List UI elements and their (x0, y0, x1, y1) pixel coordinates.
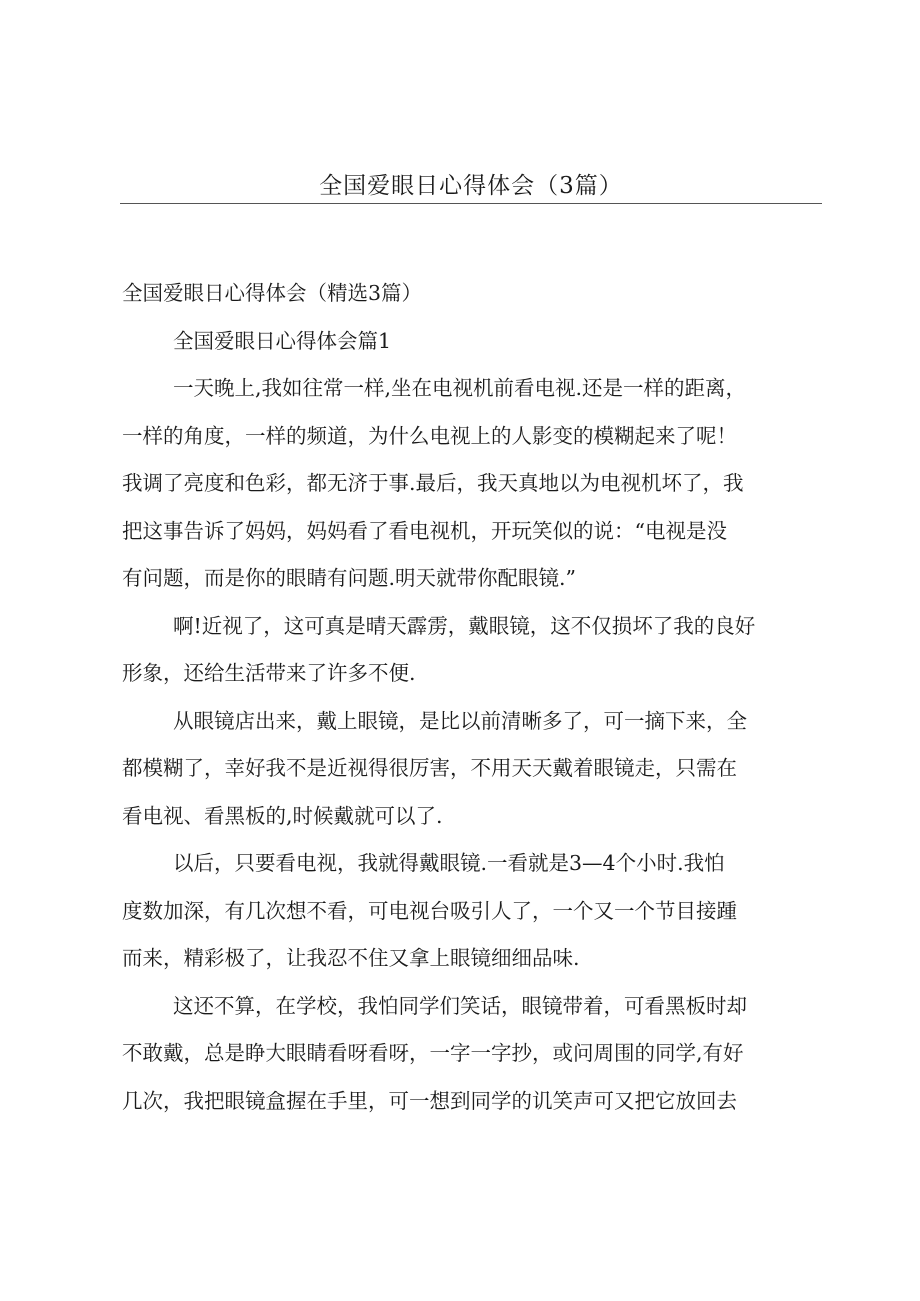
paragraph-line: 几次，我把眼镜盒握在手里，可一想到同学的讥笑声可又把它放回去 (122, 1088, 737, 1113)
paragraph-line: 都模糊了，幸好我不是近视得很厉害，不用天天戴着眼镜走，只需在 (122, 756, 737, 780)
paragraph-line: 看电视、看黑板的,时候戴就可以了. (122, 803, 443, 828)
paragraph-line: 形象，还给生活带来了许多不便. (122, 661, 416, 685)
paragraph-line: 从眼镜店出来，戴上眼镜，是比以前清晰多了，可一摘下来，全 (173, 708, 747, 733)
paragraph-line: 这还不算，在学校，我怕同学们笑话，眼镜带着，可看黑板时却 (173, 993, 747, 1018)
section-heading: 全国爱眼日心得体会篇1 (173, 328, 392, 353)
paragraph-line: 而来，精彩极了，让我忍不住又拿上眼镜细细品味. (122, 946, 580, 970)
paragraph-line: 我调了亮度和色彩，都无济于事.最后，我天真地以为电视机坏了，我 (122, 471, 744, 495)
document-title: 全国爱眼日心得体会（3篇） (319, 173, 623, 199)
title-underline (120, 203, 822, 204)
paragraph-line: 把这事告诉了妈妈，妈妈看了看电视机，开玩笑似的说：“电视是没 (122, 518, 727, 543)
paragraph-line: 一样的角度，一样的频道，为什么电视上的人影变的模糊起来了呢！ (122, 423, 737, 448)
paragraph-line: 啊!近视了，这可真是晴天霹雳，戴眼镜，这不仅损坏了我的良好 (173, 613, 756, 638)
paragraph-line: 一天晚上,我如往常一样,坐在电视机前看电视.还是一样的距离， (173, 376, 747, 400)
paragraph-line: 以后，只要看电视，我就得戴眼镜.一看就是3—4个小时.我怕 (173, 851, 725, 875)
paragraph-line: 度数加深，有几次想不看，可电视台吸引人了，一个又一个节目接踵 (122, 898, 737, 923)
paragraph-line: 有问题，而是你的眼睛有问题.明天就带你配眼镜.” (122, 566, 577, 590)
document-subtitle: 全国爱眼日心得体会（精选3篇） (122, 281, 423, 305)
paragraph-line: 不敢戴，总是睁大眼睛看呀看呀，一字一字抄，或问周围的同学,有好 (122, 1041, 744, 1065)
document-body (122, 270, 822, 1125)
